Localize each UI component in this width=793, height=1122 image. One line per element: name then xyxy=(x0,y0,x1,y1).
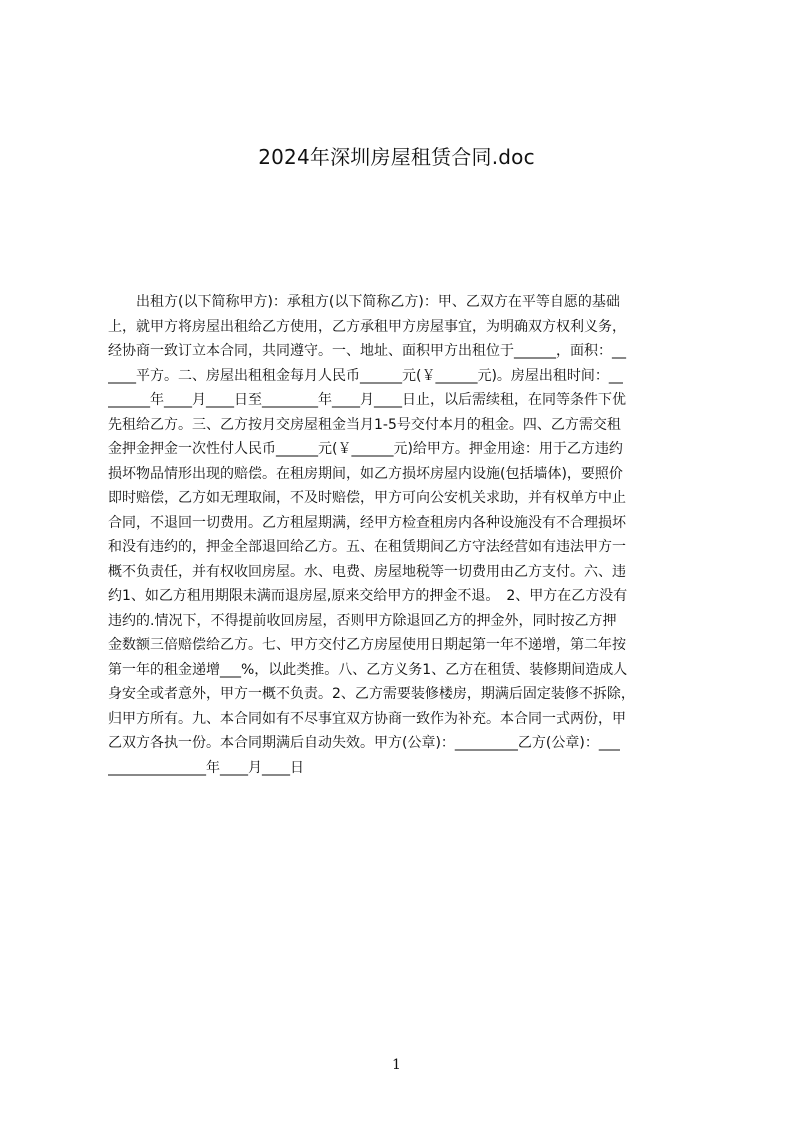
body-line: ______年____月____日至________年____月____日止，以后需续租，在同等条件下优 xyxy=(108,392,626,408)
body-line: 损坏物品情形出现的赔偿。在租房期间，如乙方损坏房屋内设施(包括墙体)，要照价 xyxy=(108,465,623,482)
body-line: 概不负责任，并有权收回房屋。水、电费、房屋地税等一切费用由乙方支付。六、违 xyxy=(108,563,626,580)
body-line: 合同，不退回一切费用。乙方租屋期满，经甲方检查租房内各种设施没有不合理损坏 xyxy=(108,514,626,531)
body-line: 乙双方各执一份。本合同期满后自动失效。甲方(公章)：_________乙方(公章)：___ xyxy=(108,735,620,751)
body-line: 上，就甲方将房屋出租给乙方使用，乙方承租甲方房屋事宜，为明确双方权利义务， xyxy=(108,318,626,335)
body-line: 即时赔偿，乙方如无理取闹，不及时赔偿，甲方可向公安机关求助，并有权单方中止 xyxy=(108,490,626,506)
contract-body xyxy=(108,290,698,780)
body-line: ______________年____月____日 xyxy=(108,759,304,776)
body-line: 第一年的租金递增___%，以此类推。八、乙方义务1、乙方在租赁、装修期间造成人 xyxy=(108,661,628,678)
body-line: 先租给乙方。三、乙方按月交房屋租金当月1-5号交付本月的租金。四、乙方需交租 xyxy=(108,416,621,433)
body-line: 和没有违约的，押金全部退回给乙方。五、在租赁期间乙方守法经营如有违法甲方一 xyxy=(108,539,626,555)
document-title: 2024年深圳房屋租赁合同.doc xyxy=(258,145,535,169)
body-line: 金数额三倍赔偿给乙方。七、甲方交付乙方房屋使用日期起第一年不递增，第二年按 xyxy=(108,637,626,653)
page-number: 1 xyxy=(392,1057,401,1073)
body-line: 违约的.情况下，不得提前收回房屋，否则甲方除退回乙方的押金外，同时按乙方押 xyxy=(108,612,617,629)
body-line: ____平方。二、房屋出租租金每月人民币______元(￥______元)。房屋出租时间：__ xyxy=(108,367,623,384)
body-line: 归甲方所有。九、本合同如有不尽事宜双方协商一致作为补充。本合同一式两份，甲 xyxy=(108,710,626,727)
body-line: 经协商一致订立本合同，共同遵守。一、地址、面积甲方出租位于______，面积：__ xyxy=(108,343,626,359)
body-line: 出租方(以下简称甲方)：承租方(以下简称乙方)：甲、乙双方在平等自愿的基础 xyxy=(108,294,620,310)
body-line: 金押金押金一次性付人民币______元(￥______元)给甲方。押金用途：用于乙方违约 xyxy=(108,441,623,457)
body-line: 约1、如乙方租用期限未满而退房屋,原来交给甲方的押金不退。 2、甲方在乙方没有 xyxy=(108,588,628,604)
body-line: 身安全或者意外，甲方一概不负责。2、乙方需要装修楼房，期满后固定装修不拆除， xyxy=(108,686,635,702)
